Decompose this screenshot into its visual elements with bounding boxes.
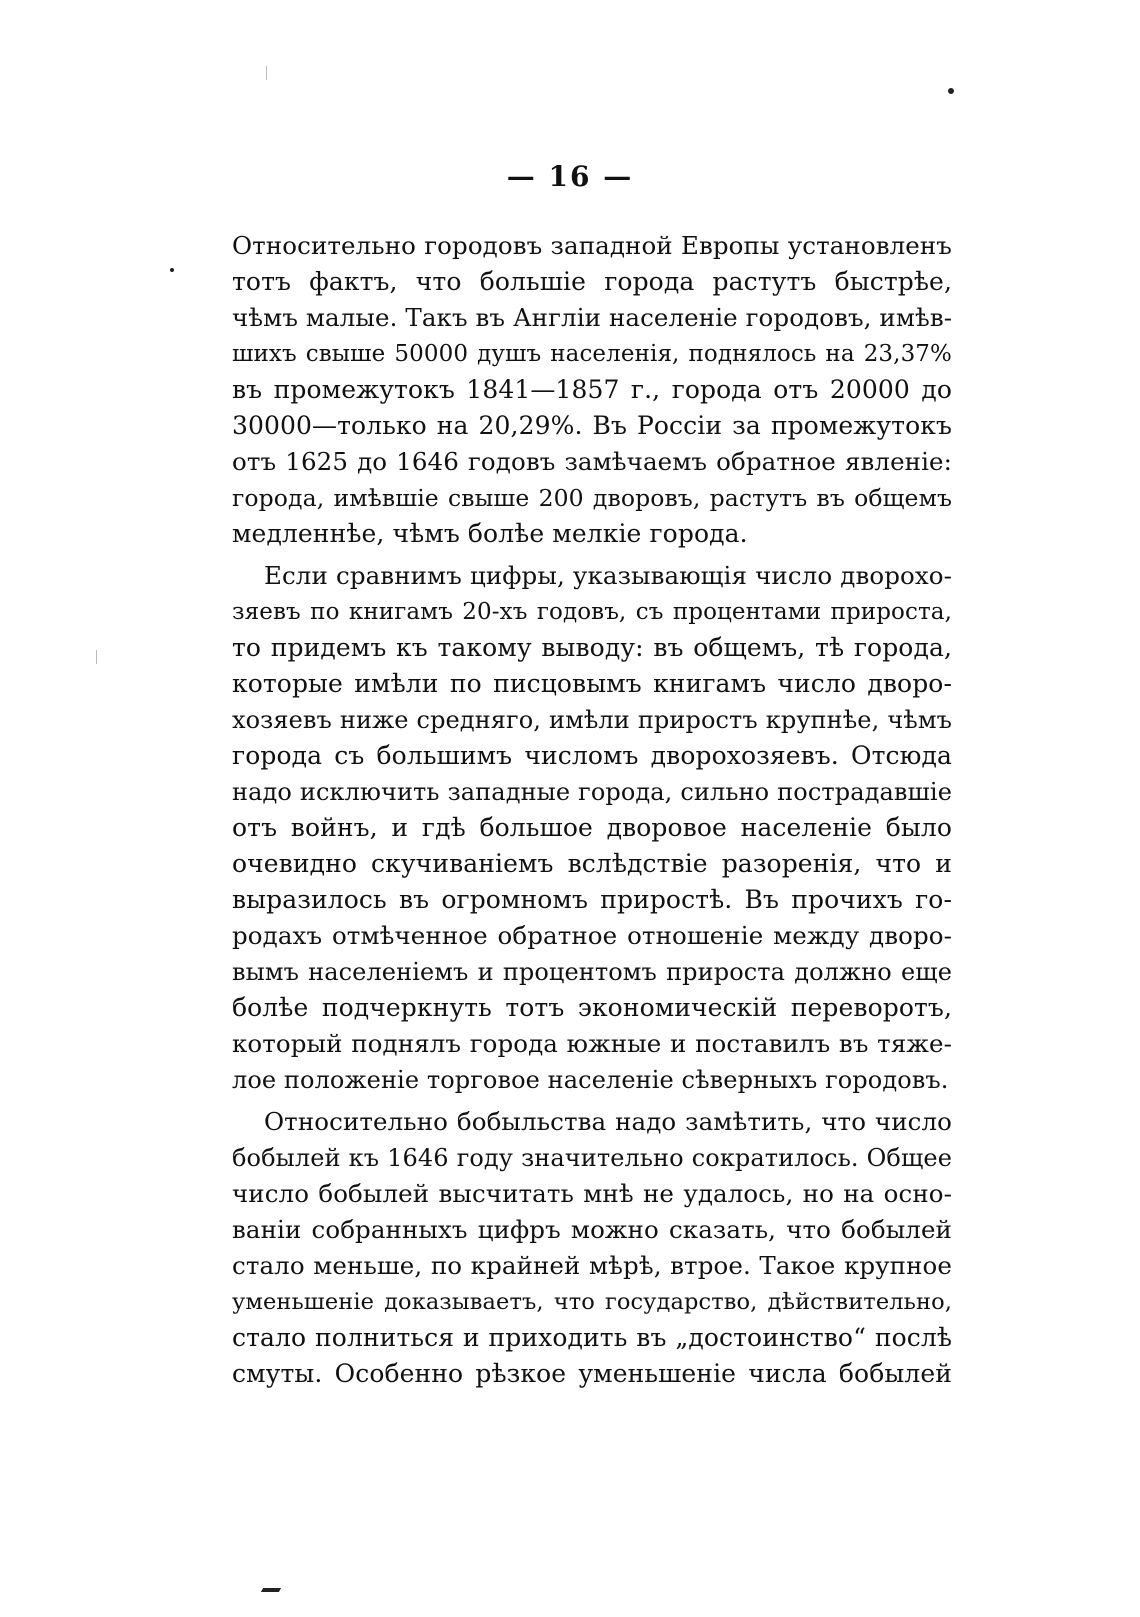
body-text	[232, 228, 952, 1392]
text-line: очевидно скучиваніемъ вслѣдствіе разоренія, что и	[232, 849, 952, 878]
text-line: города, имѣвшіе свыше 200 дворовъ, растутъ въ общемъ	[232, 484, 952, 512]
text-line: выразилось въ огромномъ приростѣ. Въ прочихъ го-	[232, 885, 952, 914]
text-line: хозяевъ ниже средняго, имѣли приростъ крупнѣе, чѣмъ	[232, 706, 952, 734]
scan-edge-mark	[96, 650, 97, 664]
paragraph-3	[232, 1104, 952, 1392]
text-line: лое положеніе торговое населеніе сѣверныхъ городовъ.	[232, 1066, 949, 1094]
scan-speck	[948, 88, 954, 94]
text-line: надо исключить западные города, сильно пострадавшіе	[232, 778, 952, 806]
scan-edge-mark	[266, 66, 267, 80]
text-line: города съ большимъ числомъ дворохозяевъ. Отсюда	[232, 741, 952, 770]
paragraph-2	[232, 558, 952, 1098]
text-line: который поднялъ города южные и поставилъ въ тяже-	[232, 1029, 952, 1058]
text-line: отъ 1625 до 1646 годовъ замѣчаемъ обратное явленіе:	[232, 447, 952, 476]
text-line: 30000—только на 20,29%. Въ Россіи за промежутокъ	[232, 411, 952, 440]
text-line: Относительно городовъ западной Европы установленъ	[232, 231, 952, 260]
text-line: шихъ свыше 50000 душъ населенія, поднялось на 23,37%	[232, 341, 952, 367]
text-line: чѣмъ малые. Такъ въ Англіи населеніе городовъ, имѣв-	[232, 303, 953, 332]
text-line: болѣе подчеркнуть тотъ экономическій переворотъ,	[232, 993, 952, 1022]
text-line: которые имѣли по писцовымъ книгамъ число дворо-	[232, 669, 952, 698]
text-line: число бобылей высчитать мнѣ не удалось, но на осно-	[232, 1179, 952, 1208]
page-number: — 16 —	[506, 160, 634, 193]
text-line: бобылей къ 1646 году значительно сократилось. Общее	[232, 1144, 952, 1172]
text-line: смуты. Особенно рѣзкое уменьшеніе числа бобылей	[232, 1359, 952, 1388]
text-line: вымъ населеніемъ и процентомъ прироста должно еще	[232, 958, 952, 986]
text-line: то придемъ къ такому выводу: въ общемъ, тѣ города,	[232, 633, 952, 662]
text-line: уменьшеніе доказываетъ, что государство, дѣйствительно,	[232, 1289, 952, 1315]
text-line: Относительно бобыльства надо замѣтить, что число	[264, 1107, 952, 1136]
text-line: зяевъ по книгамъ 20-хъ годовъ, съ процентами прироста,	[232, 599, 952, 625]
text-line: стало полниться и приходить въ „достоинство“ послѣ	[232, 1323, 952, 1352]
scan-mark	[261, 1588, 281, 1592]
text-line: родахъ отмѣченное обратное отношеніе между дворо-	[232, 921, 952, 950]
text-line: тотъ фактъ, что большіе города растутъ быстрѣе,	[232, 267, 952, 296]
scan-speck	[170, 268, 174, 272]
text-line: ваніи собранныхъ цифръ можно сказать, что бобылей	[232, 1215, 952, 1244]
text-line: медленнѣе, чѣмъ болѣе мелкіе города.	[232, 519, 748, 548]
text-line: въ промежутокъ 1841—1857 г., города отъ 20000 до	[232, 375, 952, 404]
text-line: Если сравнимъ цифры, указывающія число дворохо-	[264, 561, 952, 590]
paragraph-1	[232, 228, 952, 552]
text-line: стало меньше, по крайней мѣрѣ, втрое. Такое крупное	[232, 1251, 952, 1280]
text-line: отъ войнъ, и гдѣ большое дворовое населеніе было	[232, 813, 952, 842]
